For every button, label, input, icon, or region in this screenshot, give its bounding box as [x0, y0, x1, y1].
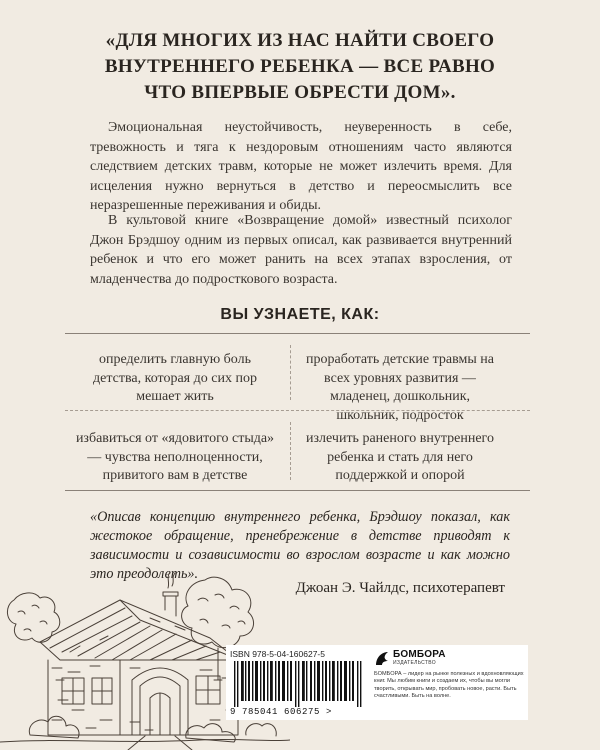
barcode-icon: [232, 661, 364, 707]
publisher-blurb: БОМБОРА – лидер на рынке полезных и вдохновляющих книг. Мы любим книги и создаем их, чтобы вы могли творить, открывать мир, пробовать новое, расти. Быть счастливыми. Быть на волне.: [374, 671, 524, 699]
column-divider-2: [290, 422, 291, 480]
publisher-name: БОМБОРА: [393, 649, 446, 660]
learn-item-3: избавиться от «ядовитого стыда» — чувства неполноценности, привитого вам в детстве: [75, 431, 275, 483]
isbn-number: ISBN 978-5-04-160627-5: [230, 649, 325, 659]
headline-quote: [90, 28, 510, 106]
divider-bottom: [65, 490, 530, 491]
publisher-subtitle: ИЗДАТЕЛЬСТВО: [393, 660, 436, 666]
testimonial-author: Джоан Э. Чайлдс, психотерапевт: [295, 580, 505, 596]
description-paragraph-2: В культовой книге «Возвращение домой» известный психолог Джон Брэдшоу одним из первых описал, как развивается внутренний ребенок и что его может ранить на всех этапах взросления, от младенчества до подросткового возраста.: [90, 213, 512, 287]
bombora-logo-icon: [374, 651, 390, 667]
learn-item-4: излечить раненого внутреннего ребенка и стать для него поддержкой и опорой: [306, 431, 494, 483]
column-divider-1: [290, 345, 291, 400]
learn-item-2: проработать детские травмы на всех уровнях развития — младенец, дошкольник, школьник, подросток: [306, 352, 494, 423]
imprint-box: [226, 645, 528, 720]
publisher-logo: [374, 650, 446, 668]
barcode-digits: 9 785041 606275 >: [230, 707, 333, 717]
headline-line-3: ЧТО ВПЕРВЫЕ ОБРЕСТИ ДОМ».: [144, 82, 456, 103]
learn-heading: ВЫ УЗНАЕТЕ, КАК:: [220, 306, 380, 323]
divider-top: [65, 333, 530, 334]
testimonial-quote: «Описав концепцию внутреннего ребенка, Брэдшоу показал, как жестокое обращение, пренебрежение в детстве приводят к зависимости и созависимости во взрослом возрасте и как можно это преодолеть».: [90, 509, 510, 582]
description-paragraph-1: Эмоциональная неустойчивость, неуверенность в себе, тревожность и тяга к нездоровым отношениям часто являются следствием детских травм, которые не может излечить время. Для исцеления нужно вернуться в детство и переосмыслить все неразрешенные переживания и обиды.: [90, 120, 512, 214]
headline-line-1: «ДЛЯ МНОГИХ ИЗ НАС НАЙТИ СВОЕГО: [105, 30, 495, 51]
headline-line-2: ВНУТРЕННЕГО РЕБЕНКА — ВСЕ РАВНО: [104, 56, 496, 77]
learn-item-1: определить главную боль детства, которая до сих пор мешает жить: [93, 352, 257, 404]
